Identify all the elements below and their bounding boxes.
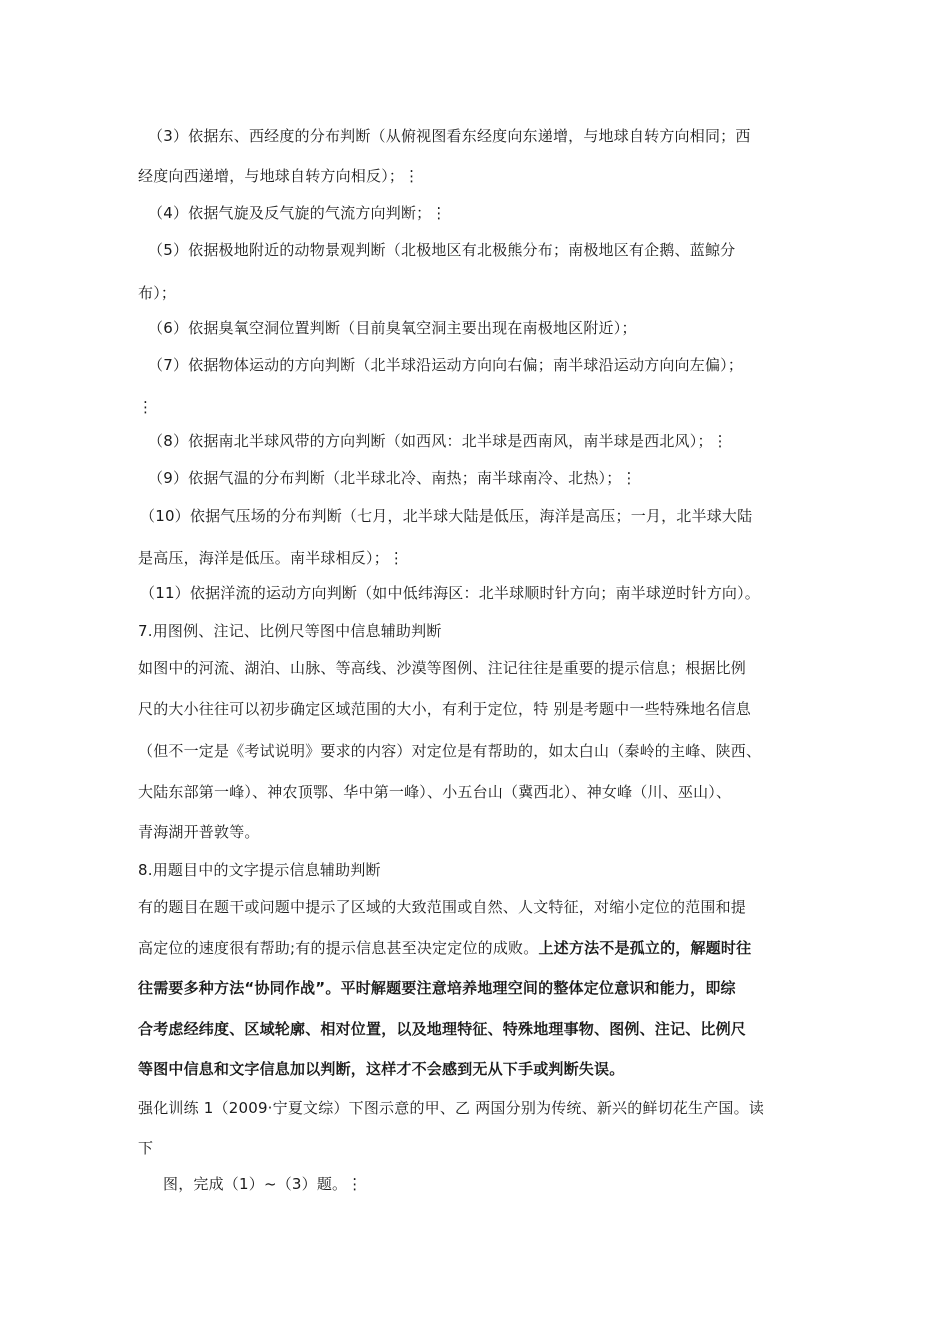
text-line: （4）依据气旋及反气旋的气流方向判断；⋮	[148, 204, 447, 222]
bold-text-line: 往需要多种方法“协同作战”。平时解题要注意培养地理空间的整体定位意识和能力，即综	[138, 979, 736, 997]
text-line: （8）依据南北半球风带的方向判断（如西风：北半球是西南风，南半球是西北风）；⋮	[148, 432, 728, 450]
text-line: 尺的大小往往可以初步确定区域范围的大小，有利于定位，特 别是考题中一些特殊地名信息	[138, 700, 751, 718]
text-line: 有的题目在题干或问题中提示了区域的大致范围或自然、人文特征，对缩小定位的范围和提	[138, 898, 747, 916]
section-heading: 8.用题目中的文字提示信息辅助判断	[138, 861, 381, 879]
text-line: （3）依据东、西经度的分布判断（从俯视图看东经度向东递增，与地球自转方向相同；西	[148, 127, 751, 145]
bold-text-line: 等图中信息和文字信息加以判断，这样才不会感到无从下手或判断失误。	[138, 1060, 625, 1078]
text-line: （7）依据物体运动的方向判断（北半球沿运动方向向右偏；南半球沿运动方向向左偏）；	[148, 356, 744, 374]
bold-text-line: 合考虑经纬度、区域轮廓、相对位置，以及地理特征、特殊地理事物、图例、注记、比例尺	[138, 1020, 747, 1038]
text-line: 经度向西递增，与地球自转方向相反）；⋮	[138, 167, 420, 185]
text-line: （11）依据洋流的运动方向判断（如中低纬海区：北半球顺时针方向；南半球逆时针方向）。	[140, 584, 760, 602]
text-line	[138, 938, 751, 958]
text-line: （9）依据气温的分布判断（北半球北冷、南热；南半球南冷、北热）；⋮	[148, 469, 637, 487]
text-line: （但不一定是《考试说明》要求的内容）对定位是有帮助的，如太白山（秦岭的主峰、陕西、	[138, 742, 762, 760]
text-line: （5）依据极地附近的动物景观判断（北极地区有北极熊分布；南极地区有企鹅、蓝鲸分	[148, 241, 736, 259]
text-line: 是高压，海洋是低压。南半球相反）；⋮	[138, 549, 405, 567]
bold-text-run: 上述方法不是孤立的，解题时往	[538, 939, 752, 957]
text-line: 图，完成（1）~（3）题。⋮	[163, 1175, 363, 1193]
text-line: 布）；	[138, 284, 177, 302]
text-run: 高定位的速度很有帮助;有的提示信息甚至决定定位的成败。	[138, 939, 539, 957]
text-line: （6）依据臭氧空洞位置判断（目前臭氧空洞主要出现在南极地区附近）；	[148, 319, 637, 337]
section-heading: 7.用图例、注记、比例尺等图中信息辅助判断	[138, 622, 442, 640]
text-line: 青海湖开普敦等。	[138, 823, 260, 841]
text-line: 大陆东部第一峰）、神农顶鄂、华中第一峰）、小五台山（冀西北）、神女峰（川、巫山）、	[138, 783, 732, 801]
text-line: ⋮	[138, 398, 154, 416]
text-line: 如图中的河流、湖泊、山脉、等高线、沙漠等图例、注记往往是重要的提示信息；根据比例	[138, 659, 747, 677]
text-line: 强化训练 1（2009·宁夏文综）下图示意的甲、乙 两国分别为传统、新兴的鲜切花生产国。读	[138, 1099, 765, 1117]
text-line: 下	[138, 1139, 154, 1157]
text-line: （10）依据气压场的分布判断（七月，北半球大陆是低压，海洋是高压；一月，北半球大陆	[140, 507, 753, 525]
